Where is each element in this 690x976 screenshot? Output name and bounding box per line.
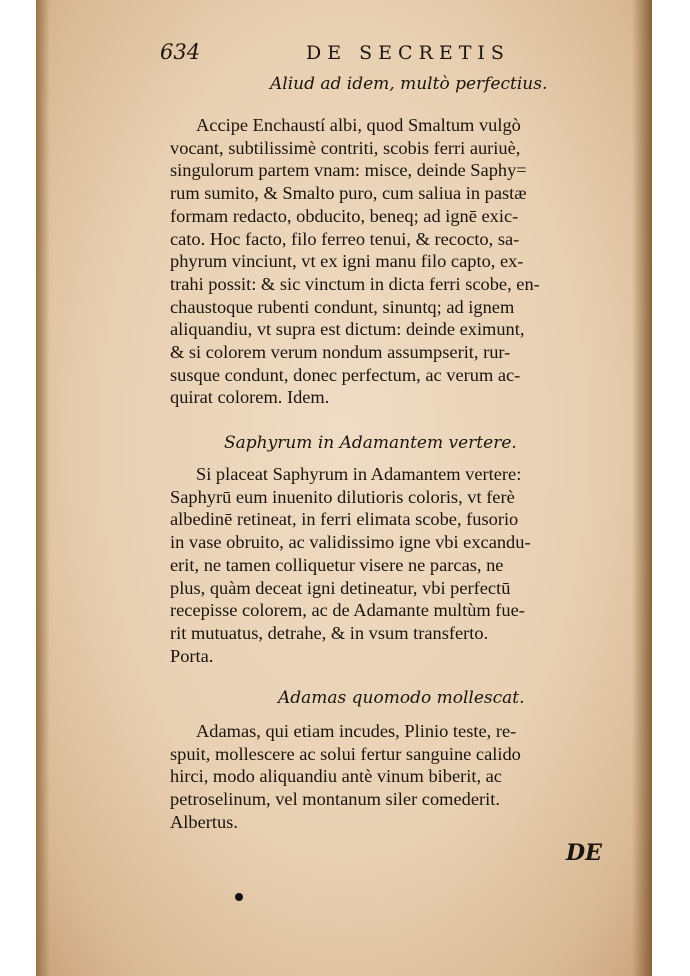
text-line: hirci, modo aliquandiu antè vinum biberit, ac (170, 766, 502, 787)
text-line: trahi possit: & sic vinctum in dicta ferri scobe, en- (170, 273, 540, 294)
catchword: DE (566, 840, 602, 866)
text-line: in vase obruito, ac validissimo igne vbi excandu- (170, 532, 531, 553)
running-title: DE SECRETIS (306, 42, 510, 64)
ink-spot (235, 893, 243, 901)
text-line: aliquandiu, vt supra est dictum: deinde eximunt, (170, 319, 525, 340)
section-heading: Aliud ad idem, multò perfectius. (270, 74, 548, 94)
paragraph (170, 720, 610, 834)
text-line: erit, ne tamen colliquetur visere ne parcas, ne (170, 554, 504, 575)
text-line: Adamas, qui etiam incudes, Plinio teste, re- (196, 721, 517, 741)
text-line: Accipe Enchaustí albi, quod Smaltum vulgò (196, 115, 521, 135)
text-line: vocant, subtilissimè contriti, scobis ferri auriuè, (170, 137, 521, 158)
text-line: recepisse colorem, ac de Adamante multùm fue- (170, 600, 525, 621)
text-line: & si colorem verum nondum assumpserit, rur- (170, 342, 511, 363)
text-line: susque condunt, donec perfectum, ac verum ac- (170, 364, 521, 385)
text-line: albedinē retineat, in ferri elimata scobe, fusorio (170, 509, 519, 530)
section-heading: Adamas quomodo mollescat. (278, 688, 525, 708)
text-line: chaustoque rubenti condunt, sinuntq; ad ignem (170, 296, 515, 317)
text-line: rum sumito, & Smalto puro, cum saliua in pastæ (170, 183, 527, 204)
text-line: formam redacto, obducito, beneq; ad ignē exic- (170, 205, 519, 226)
page-number: 634 (160, 40, 201, 64)
text-line: petroselinum, vel montanum siler comederit. (170, 789, 500, 810)
text-line: Si placeat Saphyrum in Adamantem vertere: (196, 464, 522, 484)
text-line: Saphyrū eum inuenito dilutioris coloris, vt ferè (170, 486, 515, 507)
text-line: cato. Hoc facto, filo ferreo tenui, & recocto, sa- (170, 228, 520, 249)
text-line: singulorum partem vnam: misce, deinde Saphy= (170, 160, 527, 181)
text-line: plus, quàm deceat igni detineatur, vbi perfectū (170, 577, 511, 598)
section-heading: Saphyrum in Adamantem vertere. (224, 433, 517, 453)
text-line: Porta. (170, 645, 214, 666)
text-line: quirat colorem. Idem. (170, 387, 330, 408)
text-line: phyrum vinciunt, vt ex igni manu filo capto, ex- (170, 251, 524, 272)
text-line: rit mutuatus, detrahe, & in vsum transferto. (170, 622, 489, 643)
paragraph (170, 114, 610, 409)
book-page (36, 0, 652, 976)
paragraph (170, 463, 610, 667)
text-line: spuit, mollescere ac solui fertur sanguine calido (170, 743, 521, 764)
text-line: Albertus. (170, 811, 238, 832)
